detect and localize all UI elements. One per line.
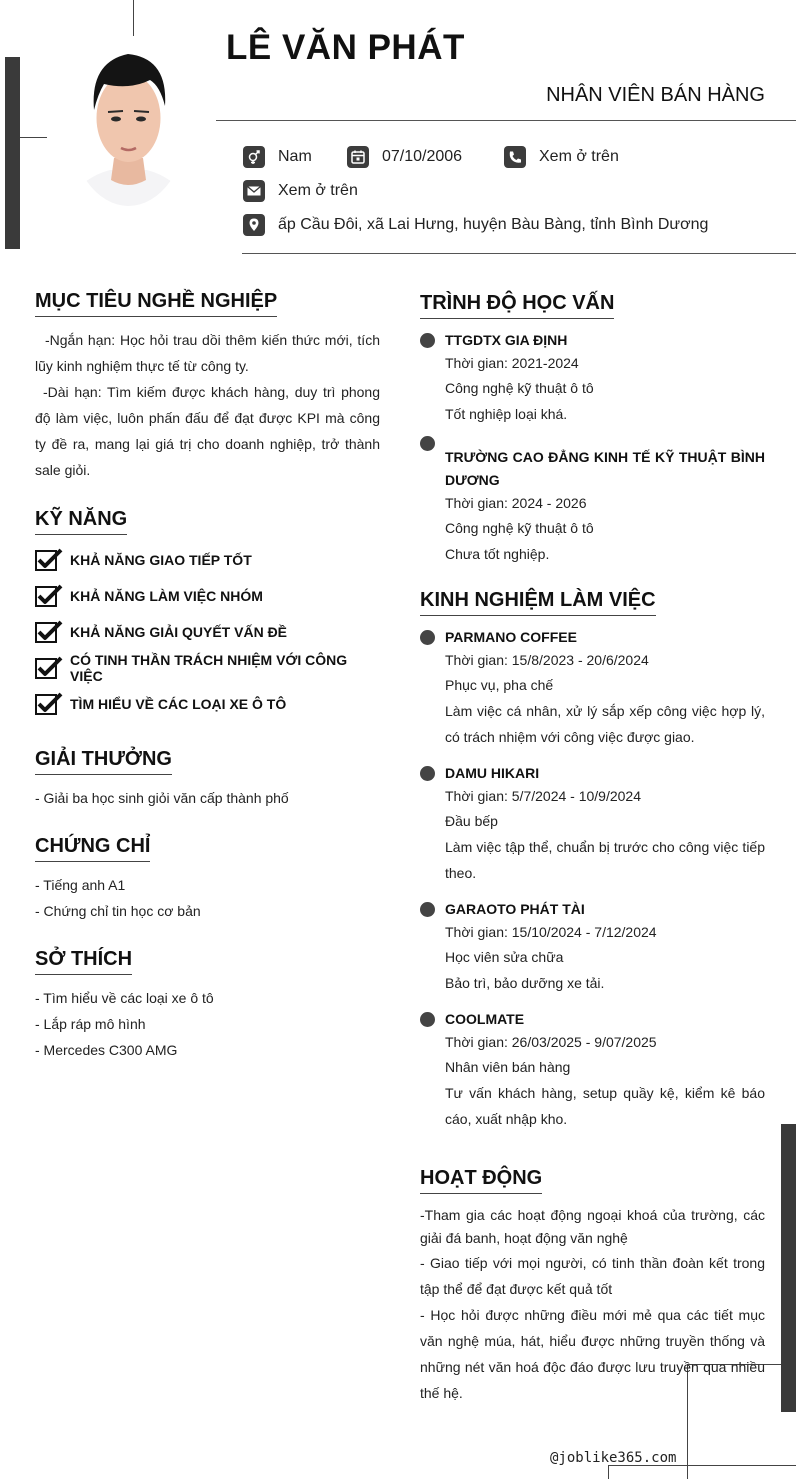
activity-item: -Tham gia các hoạt động ngoại khoá của trường, các giải đá banh, hoạt động văn nghệ	[420, 1207, 765, 1246]
checkbox-checked-icon	[35, 692, 63, 716]
experience-role: Đầu bếp	[445, 813, 498, 829]
phone-icon	[504, 146, 526, 168]
education-major: Công nghệ kỹ thuật ô tô	[445, 520, 594, 536]
timeline-dot	[420, 436, 435, 451]
certificates-section	[35, 835, 380, 924]
objective-short-term: -Ngắn hạn: Học hỏi trau dồi thêm kiến thức mới, tích lũy kinh nghiệm thực tế từ công ty.	[35, 332, 380, 374]
certificates-title: CHỨNG CHỈ	[35, 835, 150, 862]
school-name: TTGDTX GIA ĐỊNH	[445, 332, 568, 348]
skills-title: KỸ NĂNG	[35, 508, 127, 535]
right-accent-bar	[781, 1124, 796, 1412]
activities-title: HOẠT ĐỘNG	[420, 1167, 542, 1194]
experience-item	[420, 626, 765, 750]
hobbies-title: SỞ THÍCH	[35, 948, 132, 975]
education-title: TRÌNH ĐỘ HỌC VẤN	[420, 292, 614, 319]
experience-section	[420, 589, 765, 1132]
experience-description: Tư vấn khách hàng, setup quầy kệ, kiểm kê báo cáo, xuất nhập kho.	[445, 1085, 765, 1127]
award-item: - Giải ba học sinh giỏi văn cấp thành phố	[35, 790, 289, 806]
timeline-dot	[420, 766, 435, 781]
hobby-item: - Lắp ráp mô hình	[35, 1016, 146, 1032]
education-note: Chưa tốt nghiệp.	[445, 546, 550, 562]
timeline-dot	[420, 333, 435, 348]
experience-time: Thời gian: 15/10/2024 - 7/12/2024	[445, 924, 657, 940]
experience-title: KINH NGHIỆM LÀM VIỆC	[420, 589, 656, 616]
top-vertical-line	[133, 0, 134, 36]
contact-address	[243, 214, 708, 236]
objective-long-term: -Dài hạn: Tìm kiếm được khách hàng, duy trì phong độ làm việc, luôn phấn đấu để đạt được KPI mà công ty đề ra, mang lại giá trị cho doanh nghiệp, trở thành sale giỏi.	[35, 384, 380, 478]
experience-role: Phục vụ, pha chế	[445, 677, 554, 693]
experience-item	[420, 762, 765, 886]
header-divider	[216, 120, 796, 121]
experience-description: Làm việc tập thể, chuẩn bị trước cho công việc tiếp theo.	[445, 839, 765, 881]
hobbies-section	[35, 948, 380, 1063]
candidate-name: LÊ VĂN PHÁT	[226, 28, 465, 67]
skill-item	[35, 542, 380, 578]
gender-icon	[243, 146, 265, 168]
skill-label: KHẢ NĂNG GIẢI QUYẾT VẤN ĐỀ	[70, 624, 288, 640]
watermark: @joblike365.com	[550, 1450, 677, 1466]
activity-item: - Học hỏi được những điều mới mẻ qua các tiết mục văn nghệ múa, hát, hiểu được những truyền thống và những nét văn hoá độc đáo được lưu truyền qua nhiều thế hệ.	[420, 1307, 765, 1401]
experience-time: Thời gian: 5/7/2024 - 10/9/2024	[445, 788, 641, 804]
contact-gender	[243, 146, 312, 168]
hobby-item: - Mercedes C300 AMG	[35, 1042, 178, 1058]
education-major: Công nghệ kỹ thuật ô tô	[445, 380, 594, 396]
company-name: GARAOTO PHÁT TÀI	[445, 901, 585, 917]
email-value[interactable]: Xem ở trên	[278, 182, 358, 199]
certificate-item: - Tiếng anh A1	[35, 877, 126, 893]
address-value: ấp Cầu Đôi, xã Lai Hưng, huyện Bàu Bàng, tỉnh Bình Dương	[278, 216, 709, 233]
left-accent-bar	[5, 57, 20, 249]
contact-divider	[242, 253, 796, 254]
checkbox-checked-icon	[35, 620, 63, 644]
skill-label: CÓ TINH THẦN TRÁCH NHIỆM VỚI CÔNG VIỆC	[70, 652, 348, 684]
education-note: Tốt nghiệp loại khá.	[445, 406, 568, 422]
skill-item	[35, 614, 380, 650]
contact-email[interactable]	[243, 180, 358, 202]
bottom-right-frame-v2	[608, 1465, 609, 1479]
email-icon	[243, 180, 265, 202]
certificate-item: - Chứng chỉ tin học cơ bản	[35, 903, 201, 919]
job-title: NHÂN VIÊN BÁN HÀNG	[546, 84, 765, 106]
objective-title: MỤC TIÊU NGHỀ NGHIỆP	[35, 290, 277, 317]
phone-value[interactable]: Xem ở trên	[539, 148, 619, 165]
contact-phone[interactable]	[504, 146, 619, 168]
experience-time: Thời gian: 15/8/2023 - 20/6/2024	[445, 652, 649, 668]
birthday-value: 07/10/2006	[382, 148, 463, 165]
experience-item	[420, 1008, 765, 1132]
left-horizontal-line	[20, 137, 47, 138]
skills-section	[35, 508, 380, 722]
skill-item	[35, 686, 380, 722]
company-name: DAMU HIKARI	[445, 765, 540, 781]
skill-label: KHẢ NĂNG LÀM VIỆC NHÓM	[70, 588, 263, 604]
experience-time: Thời gian: 26/03/2025 - 9/07/2025	[445, 1034, 657, 1050]
experience-role: Nhân viên bán hàng	[445, 1059, 571, 1075]
experience-role: Học viên sửa chữa	[445, 949, 564, 965]
timeline-dot	[420, 1012, 435, 1027]
skill-label: TÌM HIỂU VỀ CÁC LOẠI XE Ô TÔ	[70, 696, 287, 712]
company-name: PARMANO COFFEE	[445, 629, 577, 645]
checkbox-checked-icon	[35, 656, 63, 680]
activity-item: - Giao tiếp với mọi người, có tinh thần đoàn kết trong tập thể để đạt được kết quả tốt	[420, 1255, 765, 1297]
education-time: Thời gian: 2024 - 2026	[445, 495, 587, 511]
skill-item	[35, 578, 380, 614]
avatar	[70, 40, 187, 206]
timeline-dot	[420, 902, 435, 917]
awards-section	[35, 748, 380, 811]
experience-description: Bảo trì, bảo dưỡng xe tải.	[445, 975, 605, 991]
awards-title: GIẢI THƯỞNG	[35, 748, 172, 775]
company-name: COOLMATE	[445, 1011, 525, 1027]
timeline-dot	[420, 630, 435, 645]
experience-description: Làm việc cá nhân, xử lý sắp xếp công việc hợp lý, có trách nhiệm với công việc được giao.	[445, 703, 765, 745]
objective-section	[35, 290, 380, 483]
checkbox-checked-icon	[35, 548, 63, 572]
skill-item	[35, 650, 380, 686]
skill-label: KHẢ NĂNG GIAO TIẾP TỐT	[70, 552, 252, 568]
checkbox-checked-icon	[35, 584, 63, 608]
education-section	[420, 292, 765, 567]
calendar-icon	[347, 146, 369, 168]
education-item	[420, 329, 765, 427]
contact-birthday	[347, 146, 462, 168]
school-name: TRƯỜNG CAO ĐẲNG KINH TẾ KỸ THUẬT BÌNH DƯƠNG	[445, 449, 765, 488]
education-item	[420, 436, 765, 567]
experience-item	[420, 898, 765, 996]
activities-section	[420, 1167, 765, 1406]
hobby-item: - Tìm hiểu về các loại xe ô tô	[35, 990, 214, 1006]
gender-value: Nam	[278, 148, 312, 165]
location-icon	[243, 214, 265, 236]
education-time: Thời gian: 2021-2024	[445, 355, 579, 371]
